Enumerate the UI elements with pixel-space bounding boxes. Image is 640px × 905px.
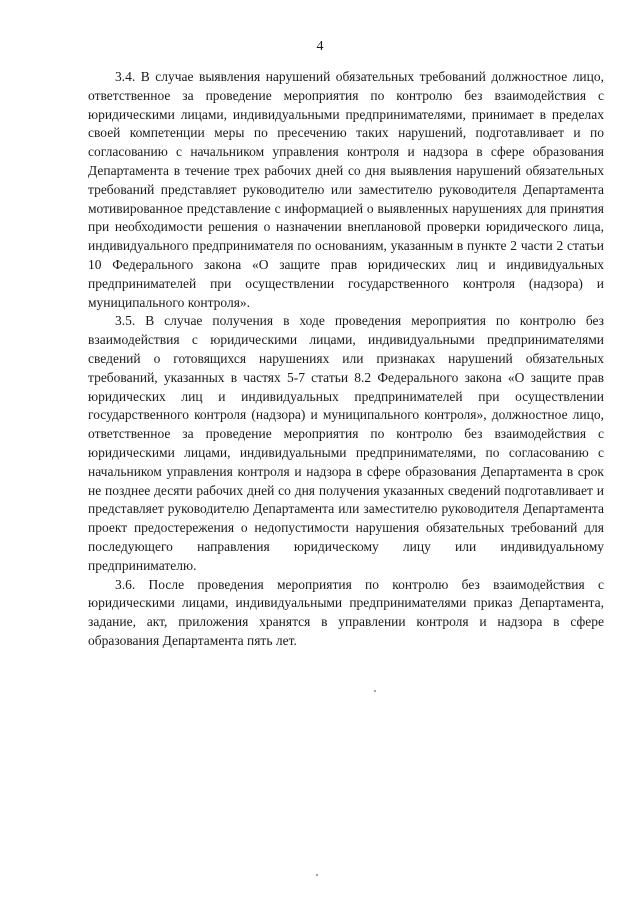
page-number: 4 (316, 39, 324, 54)
paragraph-3-4: 3.4. В случае выявления нарушений обязательных требований должностное лицо, ответственное за проведение мероприятия по контролю без взаимодействия с юридическими лицами, индивидуальными предпринимателями, принимает в пределах своей компетенции меры по пресечению таких нарушений, подготавливает и по согласованию с начальником управления контроля и надзора в сфере образования Департамента в течение трех рабочих дней со дня выявления нарушений обязательных требований представляет руководителю или заместителю руководителя Департамента мотивированное представление с информацией о выявленных нарушениях для принятия при необходимости решения о назначении внеплановой проверки юридического лица, индивидуального предпринимателя по основаниям, указанным в пункте 2 части 2 статьи 10 Федерального закона «О защите прав юридических лиц и индивидуальных предпринимателей при осуществлении государственного контроля (надзора) и муниципального контроля». (88, 69, 604, 310)
scan-speck (316, 874, 318, 876)
paragraph-3-6: 3.6. После проведения мероприятия по контролю без взаимодействия с юридическими лицами, индивидуальными предпринимателями приказ Департамента, задание, акт, приложения хранятся в управлении контроля и надзора в сфере образования Департамента пять лет. (88, 576, 604, 648)
document-body (88, 68, 604, 651)
paragraph-3-5: 3.5. В случае получения в ходе проведения мероприятия по контролю без взаимодействия с юридическими лицами, индивидуальными предпринимателями сведений о готовящихся нарушениях или признаках нарушений обязательных требований, указанных в частях 5-7 статьи 8.2 Федерального закона «О защите прав юридических лиц и индивидуальных предпринимателей при осуществлении государственного контроля (надзора) и муниципального контроля», должностное лицо, ответственное за проведение мероприятия по контролю без взаимодействия с юридическими лицами, индивидуальными предпринимателями, по согласованию с начальником управления контроля и надзора в сфере образования Департамента в срок не позднее десяти рабочих дней со дня получения указанных сведений подготавливает и представляет руководителю Департамента или заместителю руководителя Департамента проект предостережения о недопустимости нарушения обязательных требований для последующего направления юридическому лицу или индивидуальному предпринимателю. (88, 313, 604, 573)
scan-speck (374, 690, 376, 692)
